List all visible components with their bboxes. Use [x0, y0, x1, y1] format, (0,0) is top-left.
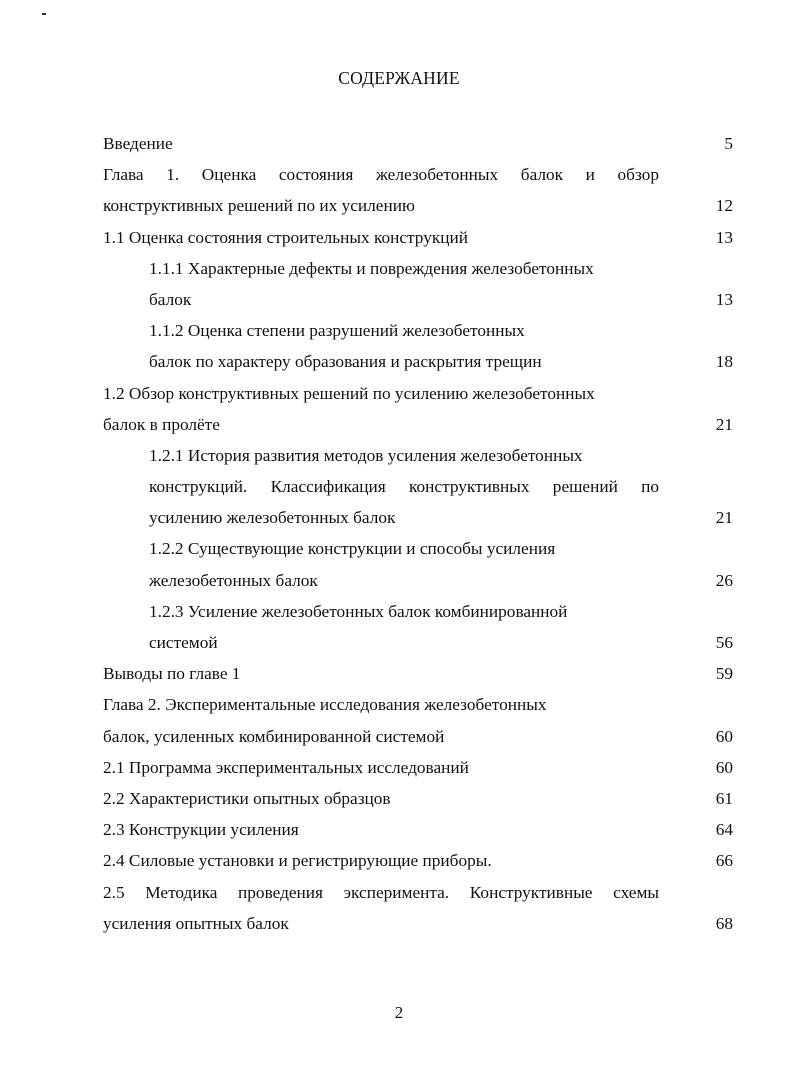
toc-entry-page: 68: [715, 913, 733, 933]
toc-entry-page: 64: [715, 820, 733, 840]
toc-entry-1-1-2-cont[interactable]: [103, 346, 733, 377]
toc-entry-text: балок: [149, 289, 192, 309]
toc-entry-chapter-1[interactable]: [103, 159, 733, 190]
toc-entry-page: 5: [724, 134, 733, 153]
toc-entry-text: 1.2.3 Усиление железобетонных балок комбинированной: [149, 601, 568, 621]
toc-entry-text: Введение: [103, 134, 173, 153]
toc-entry-2-5-cont[interactable]: [103, 908, 733, 939]
toc-entry-text: усиления опытных балок: [103, 913, 289, 933]
toc-entry-page: 60: [715, 726, 733, 746]
toc-entry-1-2-3-cont[interactable]: [103, 627, 733, 658]
toc-entry-1-2[interactable]: [103, 378, 733, 409]
toc-entry-conclusions-1[interactable]: [103, 658, 733, 689]
toc-entry-1-1-2[interactable]: [103, 315, 733, 346]
toc-entry-chapter-2-cont[interactable]: [103, 721, 733, 752]
toc-entry-text: железобетонных балок: [149, 570, 318, 590]
toc-entry-page: 59: [715, 664, 733, 684]
page-title: СОДЕРЖАНИЕ: [338, 68, 460, 88]
toc-entry-1-1-1-cont[interactable]: [103, 284, 733, 315]
toc-entry-chapter-1-cont[interactable]: [103, 190, 733, 221]
toc-entry-page: 61: [715, 788, 733, 808]
toc-entry-text: конструктивных решений по их усилению: [103, 196, 415, 216]
toc-entry-text: усилению железобетонных балок: [149, 508, 396, 528]
toc-entry-2-4[interactable]: [103, 845, 733, 876]
toc-entry-text: 1.1.1 Характерные дефекты и повреждения железобетонных: [149, 258, 594, 278]
toc-entry-1-1[interactable]: [103, 222, 733, 253]
toc-entry-text: балок, усиленных комбинированной системой: [103, 726, 445, 746]
toc-entry-text: 2.2 Характеристики опытных образцов: [103, 788, 391, 808]
page-number: 2: [394, 1003, 404, 1022]
toc-entry-text: 2.1 Программа экспериментальных исследований: [103, 757, 469, 777]
toc-entry-1-2-1-cont[interactable]: [103, 471, 733, 502]
scan-speck: [42, 13, 46, 15]
toc-entry-1-2-1-cont2[interactable]: [103, 502, 733, 533]
toc-entry-text: Выводы по главе 1: [103, 664, 241, 684]
toc-entry-text: балок по характеру образования и раскрытия трещин: [149, 352, 542, 372]
toc-entry-page: 21: [715, 508, 733, 528]
toc-entry-text: 1.1.2 Оценка степени разрушений железобетонных: [149, 321, 525, 341]
toc-entry-intro[interactable]: [103, 128, 733, 159]
toc-entry-text: 2.4 Силовые установки и регистрирующие приборы.: [103, 851, 492, 871]
toc-entry-1-2-cont[interactable]: [103, 409, 733, 440]
toc-entry-1-2-1[interactable]: [103, 440, 733, 471]
table-of-contents: [103, 128, 733, 939]
toc-entry-text: системой: [149, 633, 218, 652]
toc-entry-1-2-2-cont[interactable]: [103, 565, 733, 596]
toc-entry-1-2-2[interactable]: [103, 533, 733, 564]
toc-entry-chapter-2[interactable]: [103, 689, 733, 720]
toc-entry-page: 56: [715, 633, 733, 652]
toc-entry-2-1[interactable]: [103, 752, 733, 783]
toc-entry-text: 1.2.2 Существующие конструкции и способы усиления: [149, 539, 556, 559]
toc-entry-text: 1.2 Обзор конструктивных решений по усилению железобетонных: [103, 383, 595, 403]
toc-entry-page: 13: [715, 289, 733, 309]
toc-entry-page: 12: [715, 196, 733, 216]
toc-entry-page: 21: [715, 414, 733, 434]
toc-entry-page: 60: [715, 757, 733, 777]
toc-entry-text: Глава 1. Оценка состояния железобетонных балок и обзор: [103, 165, 659, 185]
toc-entry-page: 66: [715, 851, 733, 871]
toc-entry-page: 18: [715, 352, 733, 372]
toc-entry-page: 13: [715, 227, 733, 247]
toc-entry-text: 1.1 Оценка состояния строительных конструкций: [103, 227, 468, 247]
toc-entry-2-2[interactable]: [103, 783, 733, 814]
toc-entry-text: 1.2.1 История развития методов усиления железобетонных: [149, 445, 583, 465]
toc-entry-text: Глава 2. Экспериментальные исследования железобетонных: [103, 695, 547, 715]
toc-entry-2-3[interactable]: [103, 814, 733, 845]
toc-entry-text: балок в пролёте: [103, 414, 220, 434]
toc-entry-text: 2.5 Методика проведения эксперимента. Конструктивные схемы: [103, 882, 659, 902]
toc-entry-1-1-1[interactable]: [103, 253, 733, 284]
toc-entry-page: 26: [715, 570, 733, 590]
toc-entry-text: 2.3 Конструкции усиления: [103, 820, 299, 840]
toc-entry-2-5[interactable]: [103, 877, 733, 908]
toc-entry-1-2-3[interactable]: [103, 596, 733, 627]
toc-entry-text: конструкций. Классификация конструктивных решений по: [149, 477, 659, 497]
